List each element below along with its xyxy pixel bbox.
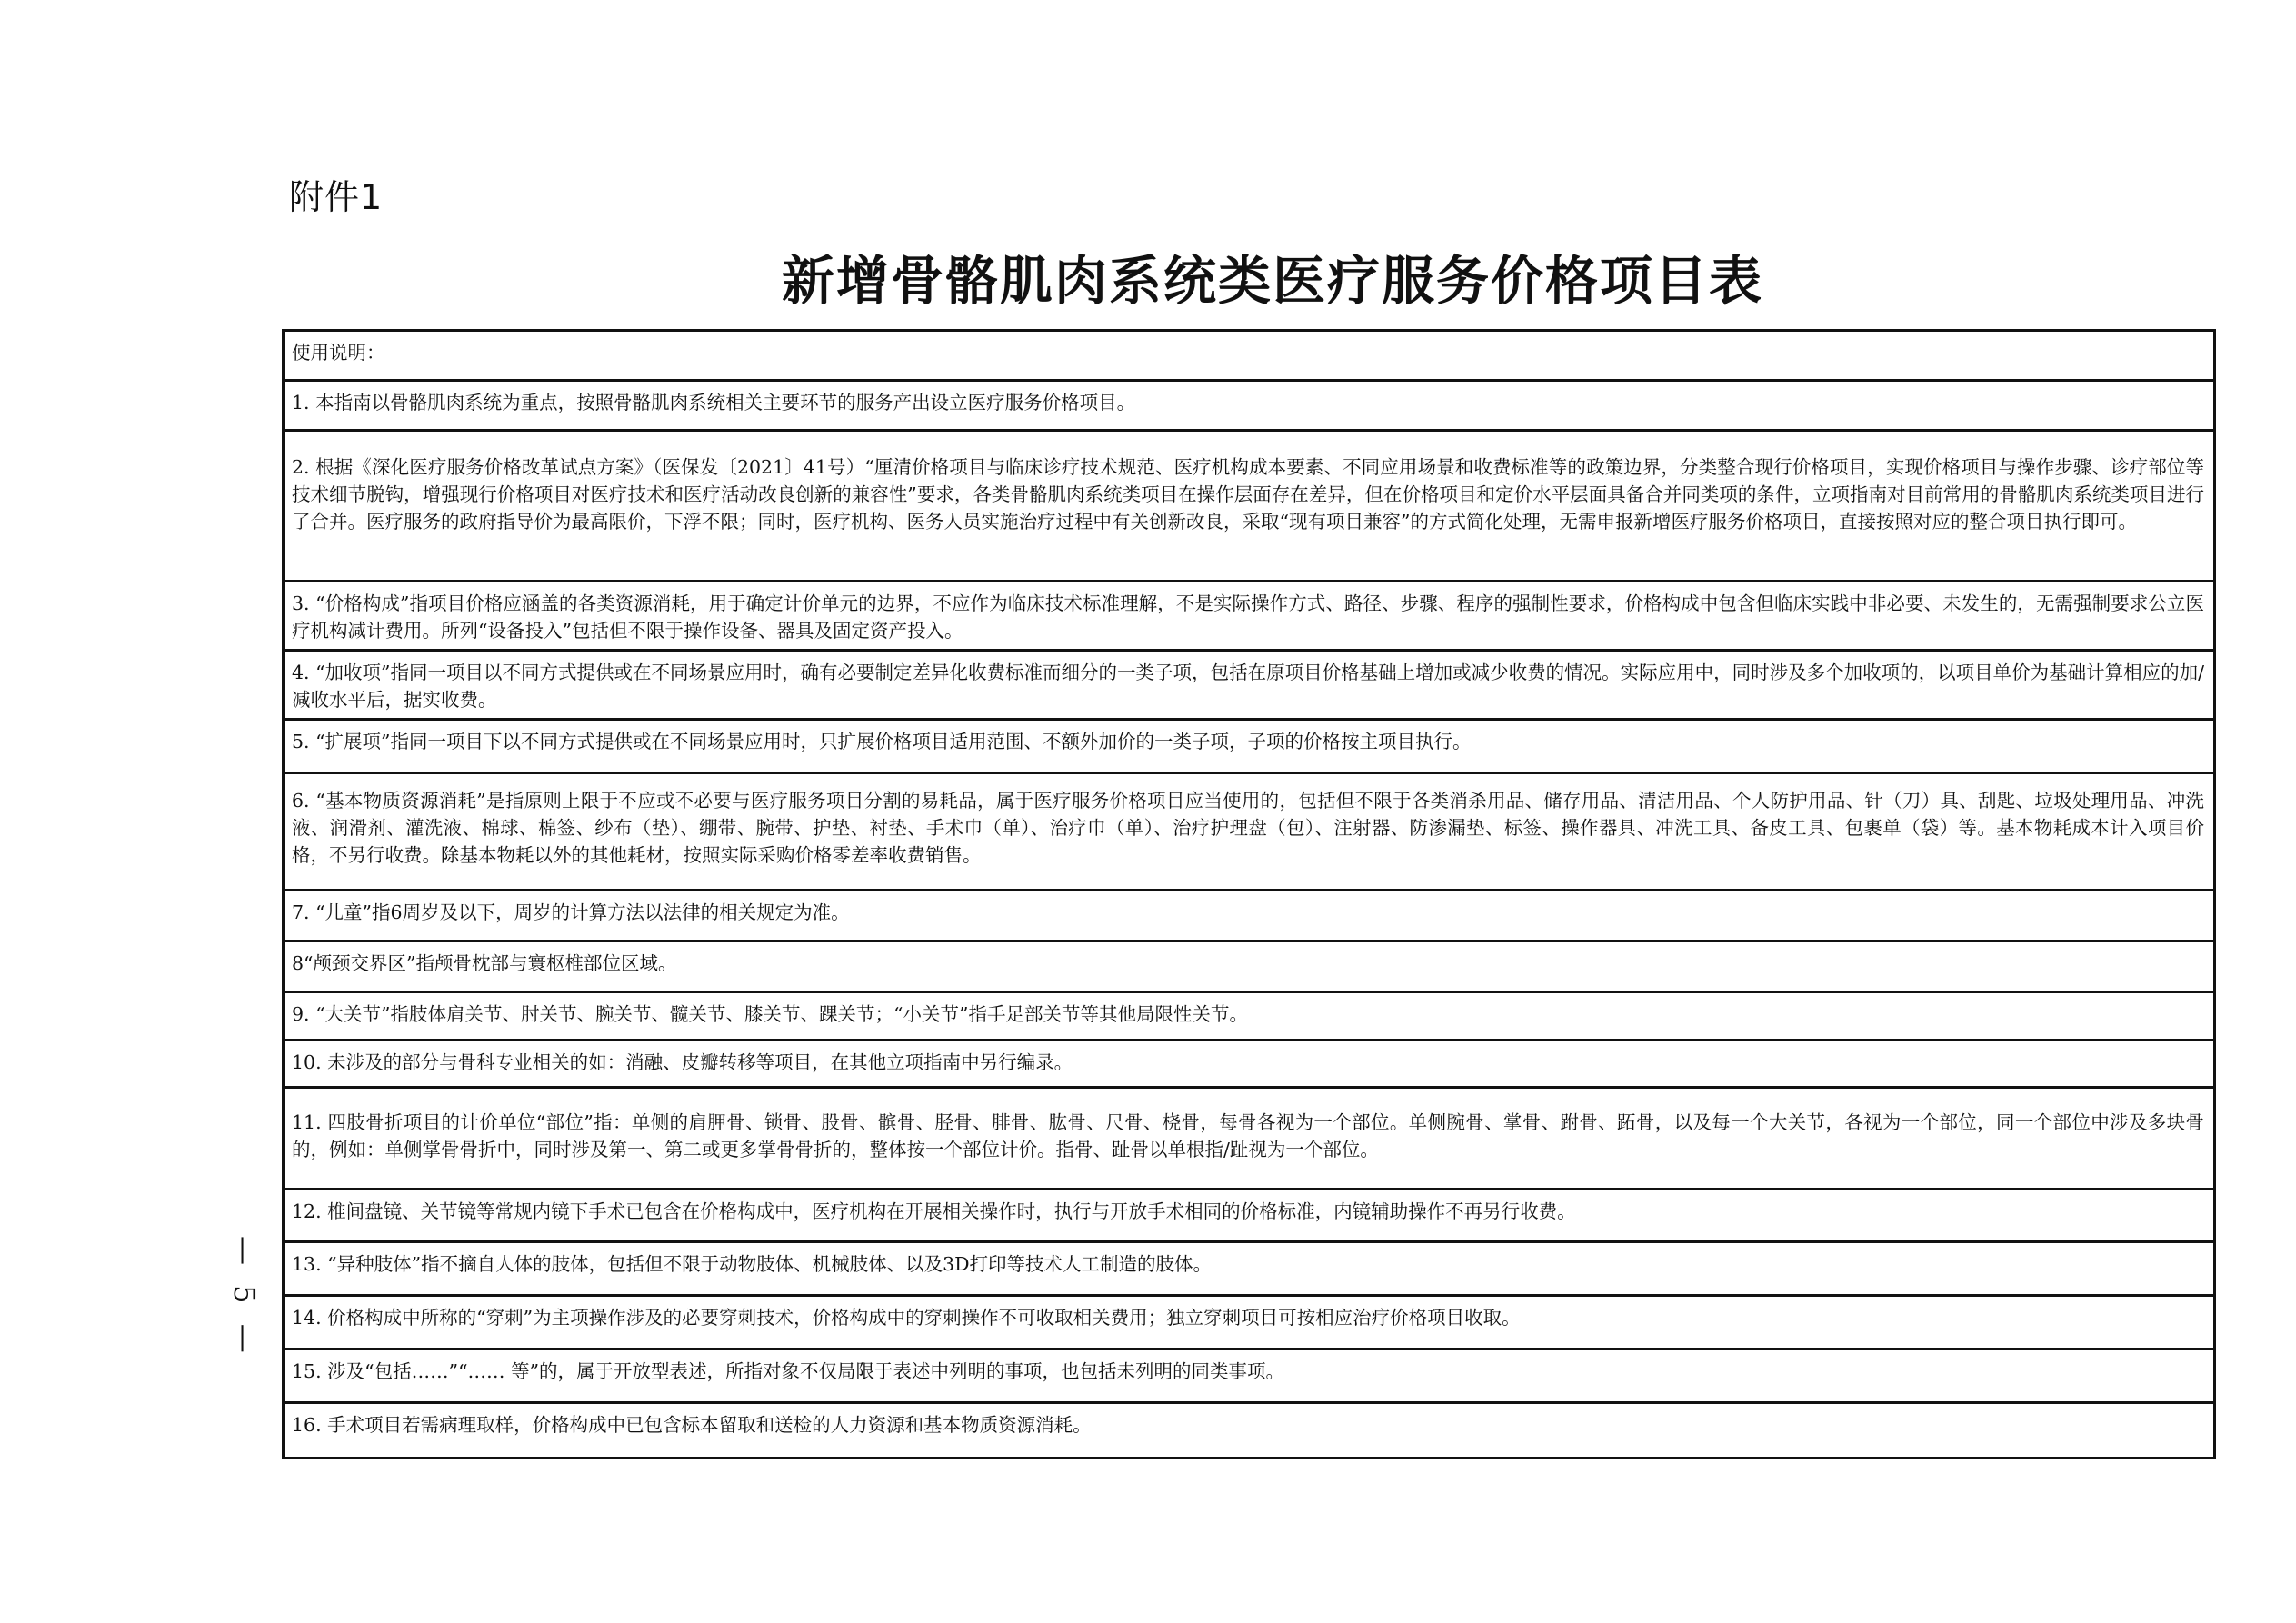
table-row: 10. 未涉及的部分与骨科专业相关的如：消融、皮瓣转移等项目，在其他立项指南中另行编录。 <box>285 1041 2213 1089</box>
page-title: 新增骨骼肌肉系统类医疗服务价格项目表 <box>782 250 1764 312</box>
table-row: 6. “基本物质资源消耗”是指原则上限于不应或不必要与医疗服务项目分割的易耗品，属于医疗服务价格项目应当使用的，包括但不限于各类消杀用品、储存用品、清洁用品、个人防护用品、针（刀）具、刮匙、垃圾处理用品、冲洗液、润滑剂、灌洗液、棉球、棉签、纱布（垫）、绷带、腕带、护垫、衬垫、手术巾（单）、治疗巾（单）、治疗护理盘（包）、注射器、防渗漏垫、标签、操作器具、冲洗工具、备皮工具、包裹单（袋）等。基本物耗成本计入项目价格，不另行收费。除基本物耗以外的其他耗材，按照实际采购价格零差率收费销售。 <box>285 774 2213 891</box>
table-row: 5. “扩展项”指同一项目下以不同方式提供或在不同场景应用时，只扩展价格项目适用范围、不额外加价的一类子项，子项的价格按主项目执行。 <box>285 721 2213 774</box>
table-row: 1. 本指南以骨骼肌肉系统为重点，按照骨骼肌肉系统相关主要环节的服务产出设立医疗服务价格项目。 <box>285 382 2213 432</box>
table-row: 12. 椎间盘镜、关节镜等常规内镜下手术已包含在价格构成中，医疗机构在开展相关操作时，执行与开放手术相同的价格标准，内镜辅助操作不再另行收费。 <box>285 1190 2213 1243</box>
page-number: — 5 — <box>227 1236 262 1359</box>
table-row: 9. “大关节”指肢体肩关节、肘关节、腕关节、髋关节、膝关节、踝关节；“小关节”指手足部关节等其他局限性关节。 <box>285 993 2213 1041</box>
table-row: 13. “异种肢体”指不摘自人体的肢体，包括但不限于动物肢体、机械肢体、以及3D打印等技术人工制造的肢体。 <box>285 1243 2213 1297</box>
usage-notes-table <box>282 329 2216 1459</box>
table-row: 3. “价格构成”指项目价格应涵盖的各类资源消耗，用于确定计价单元的边界，不应作为临床技术标准理解，不是实际操作方式、路径、步骤、程序的强制性要求，价格构成中包含但临床实践中非必要、未发生的，无需强制要求公立医疗机构减计费用。所列“设备投入”包括但不限于操作设备、器具及固定资产投入。 <box>285 582 2213 652</box>
table-row: 14. 价格构成中所称的“穿刺”为主项操作涉及的必要穿刺技术，价格构成中的穿刺操作不可收取相关费用；独立穿刺项目可按相应治疗价格项目收取。 <box>285 1297 2213 1350</box>
table-row: 16. 手术项目若需病理取样，价格构成中已包含标本留取和送检的人力资源和基本物质资源消耗。 <box>292 1414 1092 1436</box>
table-row: 11. 四肢骨折项目的计价单位“部位”指：单侧的肩胛骨、锁骨、股骨、髌骨、胫骨、腓骨、肱骨、尺骨、桡骨，每骨各视为一个部位。单侧腕骨、掌骨、跗骨、跖骨，以及每一个大关节，各视为一个部位，同一个部位中涉及多块骨的，例如：单侧掌骨骨折中，同时涉及第一、第二或更多掌骨骨折的，整体按一个部位计价。指骨、趾骨以单根指/趾视为一个部位。 <box>285 1089 2213 1190</box>
table-row: 7. “儿童”指6周岁及以下，周岁的计算方法以法律的相关规定为准。 <box>285 891 2213 942</box>
table-row: 15. 涉及“包括……”“…… 等”的，属于开放型表述，所指对象不仅局限于表述中列明的事项，也包括未列明的同类事项。 <box>285 1350 2213 1404</box>
table-row: 4. “加收项”指同一项目以不同方式提供或在不同场景应用时，确有必要制定差异化收费标准而细分的一类子项，包括在原项目价格基础上增加或减少收费的情况。实际应用中，同时涉及多个加收项的，以项目单价为基础计算相应的加/减收水平后，据实收费。 <box>285 652 2213 721</box>
usage-notes-heading: 使用说明： <box>285 332 2213 382</box>
attachment-label: 附件1 <box>289 177 384 217</box>
table-row: 2. 根据《深化医疗服务价格改革试点方案》（医保发〔2021〕41号）“厘清价格项目与临床诊疗技术规范、医疗机构成本要素、不同应用场景和收费标准等的政策边界，分类整合现行价格项目，实现价格项目与操作步骤、诊疗部位等技术细节脱钩，增强现行价格项目对医疗技术和医疗活动改良创新的兼容性”要求，各类骨骼肌肉系统类项目在操作层面存在差异，但在价格项目和定价水平层面具备合并同类项的条件，立项指南对目前常用的骨骼肌肉系统类项目进行了合并。医疗服务的政府指导价为最高限价，下浮不限；同时，医疗机构、医务人员实施治疗过程中有关创新改良，采取“现有项目兼容”的方式简化处理，无需申报新增医疗服务价格项目，直接按照对应的整合项目执行即可。 <box>285 432 2213 582</box>
table-row: 8“颅颈交界区”指颅骨枕部与寰枢椎部位区域。 <box>285 942 2213 993</box>
